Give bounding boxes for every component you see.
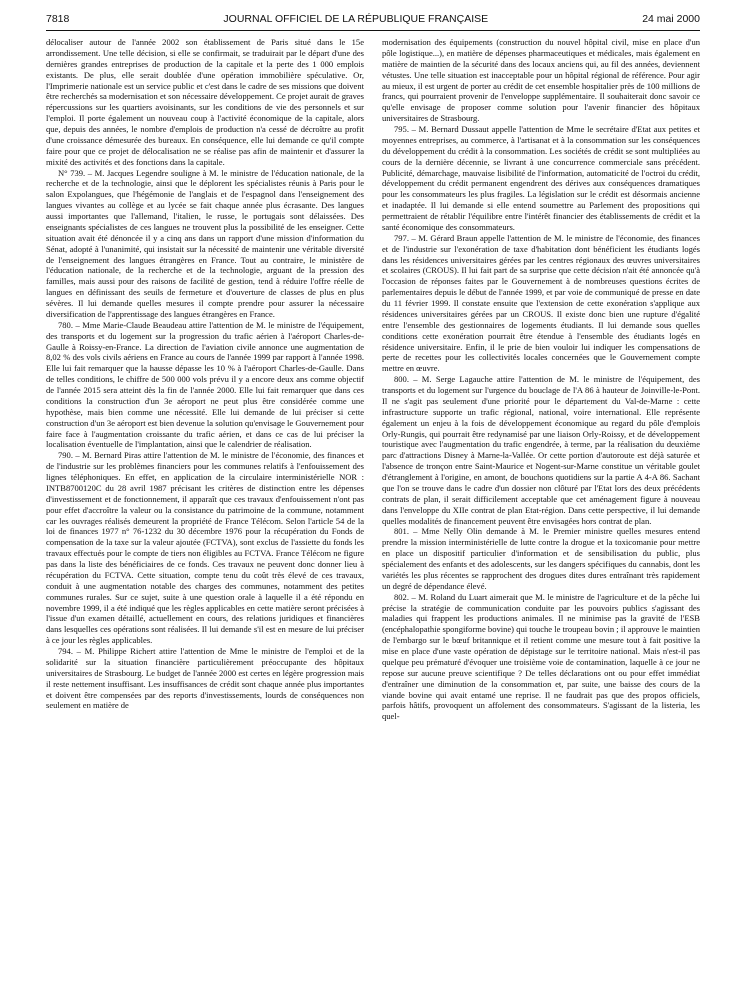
- question-802: 802. – M. Roland du Luart aimerait que M. le ministre de l'agriculture et de la pêche lui précise la stratégie de communication conduite par les pouvoirs publics s'agissant des maladies qui frappent les productions animales. Il ne minimise pas la gravité de l'ESB (encéphalopathie spongiforme bovine) qui touche le troupeau bovin ; il approuve le maintien de l'embargo sur le bœuf britannique et il retient comme une mesure tout à fait positive la mise en place d'une vaste opération de dépistage sur le territoire national. Mais n'est-il pas quelque peu prématuré d'évoquer une troisième voie de contamination, laquelle à ce jour ne repose sur aucune preuve scientifique ? De telles déclarations ont ou pour effet immédiat d'entraîner une diminution de la consommation et, par suite, une baisse des cours de la viande bovine qui avait entamé une reprise. Il ne faudrait pas que des propos officiels, parfois hâtifs, provoquent un affolement des consommateurs. S'agissant de la listeria, les quel-: [382, 591, 700, 722]
- page-number: 7818: [46, 13, 70, 25]
- journal-title: JOURNAL OFFICIEL DE LA RÉPUBLIQUE FRANÇAISE: [223, 13, 489, 25]
- question-794: 794. – M. Philippe Richert attire l'attention de Mme le ministre de l'emploi et de la solidarité sur la situation financière particulièrement préoccupante des hôpitaux universitaires de Strasbourg. Le budget de l'année 2000 est certes en légère progression mais il reste nettement insuffisant. Les insuffisances de crédit sont chaque année plus importantes et doivent être compensées par des reports d'investissements, lourds de conséquences non seulement en matière de: [46, 646, 364, 711]
- right-column: [382, 37, 700, 981]
- question-790: 790. – M. Bernard Piras attire l'attention de M. le ministre de l'économie, des finances et de l'industrie sur les problèmes financiers pour les communes relatifs à l'enfouissement des lignes téléphoniques. En effet, en application de la circulaire interministérielle NOR : INTB8700120C du 28 avril 1987 précisant les critères de distinction entre les dépenses d'investissement et de fonctionnement, il apparaît que ces travaux d'enfouissement n'ont pas pour effet d'accroître la valeur ou la consistance du patrimoine de la commune, notamment car les ouvrages réalisés demeurent la propriété de France Télécom. Selon l'article 54 de la loi de finances 1977 n° 76-1232 du 30 décembre 1976 pour la récupération du Fonds de compensation de la taxe sur la valeur ajoutée (FCTVA), sont exclus de l'assiette du fonds les travaux effectués pour le compte de tiers non éligibles au FCTVA. France Télécom ne figure pas dans la liste des bénéficiaires de ce fonds. Ces travaux ne peuvent donc donner lieu à récupération du FCTVA. Cette situation, compte tenu du coût très élevé de ces travaux, conduit à une augmentation notable des charges des communes, notamment des petites communes rurales. Sur ce sujet, suite à une question orale à laquelle il a été répondu en novembre 1999, il a été indiqué que les règles applicables en cette matière seront précisées à l'issue d'un examen détaillé, actuellement en cours, des relations juridiques et financières dans lesquelles ces opérations sont réalisées. Il lui demande s'il est en mesure de lui préciser à ce jour les règles applicables.: [46, 450, 364, 646]
- question-739: N° 739. – M. Jacques Legendre souligne à M. le ministre de l'éducation nationale, de la recherche et de la technologie, ainsi que le déplorent les spécialistes réunis à Paris pour le salon Expolangues, que l'hégémonie de l'anglais et de l'espagnol dans l'enseignement des langues vivantes au collège et au lycée se fait chaque année plus écrasante. Des langues aussi importantes que l'allemand, l'italien, le russe, le portugais sont délaissées. Des enseignants spécialistes de ces langues ne trouvent plus la possibilité de les enseigner. Cette situation avait été dénoncée il y a cinq ans dans un rapport d'une mission d'information du Sénat, adopté à l'unanimité, qui insistait sur la nécessité de maintenir une véritable diversité de l'enseignement des langues étrangères en France. Tout au contraire, le ministère de l'éducation nationale, de la recherche et de la technologie, arguant de la pression des familles, mais aussi pour des raisons de facilité de gestion, tend à réduire l'offre réelle de langues en définissant des seuils de fermeture et d'ouverture de classes de plus en plus sévères. Il lui demande quelles mesures il compte prendre pour assurer la nécessaire diversification de l'apprentissage des langues étrangères en France.: [46, 167, 364, 319]
- paragraph-continuation: délocaliser autour de l'année 2002 son établissement de Paris situé dans le 15e arrondissement. Une telle décision, si elle se confirmait, se traduirait par le départ d'une des dernières grandes entreprises de production de la capitale et la perte des 1 000 emplois existants. De plus, elle serait doublée d'une opération immobilière spéculative. Or, l'Imprimerie nationale est un service public et c'est dans le cadre de ses missions que doivent être recherchés sa modernisation et son nécessaire développement. Ce projet aurait de graves répercussions sur les quartiers avoisinants, sur les conditions de vie des personnels et sur l'emploi. Il porte également un nouveau coup à l'activité économique de la capitale, alors que, depuis des années, le nombre d'emplois de production n'a cessé de décroître au profit d'une croissance démesurée des bureaux. En conséquence, elle lui demande ce qu'il compte faire pour que ce projet de délocalisation ne se réalise pas afin de maintenir et d'assurer la mixité des activités et des fonctions dans la capitale.: [46, 37, 364, 167]
- question-795: 795. – M. Bernard Dussaut appelle l'attention de Mme le secrétaire d'Etat aux petites et moyennes entreprises, au commerce, à l'artisanat et à la consommation sur les conséquences du développement du crédit à la consommation. Les sociétés de crédit se sont multipliées au cours de la dernière décennie, se livrant à une concurrence commerciale sans précédent. Publicité, démarchage, mauvaise lisibilité de l'information, automaticité de l'octroi du crédit, développement du crédit permanent engendrent des dérives aux conséquences dramatiques pour les consommateurs les plus fragiles. La législation sur le crédit est désormais ancienne et inadaptée. Il lui demande si elle entend soumettre au Parlement des propositions qui permettraient de rétablir l'équilibre entre l'intérêt financier des établissements de crédit et la santé économique des consommateurs.: [382, 124, 700, 232]
- left-column: [46, 37, 364, 981]
- question-800: 800. – M. Serge Lagauche attire l'attention de M. le ministre de l'équipement, des transports et du logement sur l'urgence du bouclage de l'A 86 à hauteur de Joinville-le-Pont. Il ne s'agit pas seulement d'une priorité pour le département du Val-de-Marne : cette infrastructure supporte un trafic régional, national, voire international. Elle représente également un enjeu à la fois de développement économique au regard du pôle d'emplois Orly-Rungis, qui pourrait être redynamisé par une liaison Orly-Roissy, et de développement touristique avec l'augmentation du trafic engendrée, à terme, par la réalisation du deuxième parc d'attractions Disney à Marne-la-Vallée. Or cette portion d'autoroute est déjà saturée et l'absence de tronçon entre Saint-Maurice et Nogent-sur-Marne constitue un véritable goulet d'étranglement à l'origine, en amont, de bouchons quotidiens sur la partie A 4-A 86. Sachant que l'on se trouve dans le cadre d'un dossier non clôturé par l'Etat lors des deux précédents contrats de plan, il serait difficilement acceptable que cet aménagement figure à nouveau dans l'enveloppe du XIIe contrat de plan Etat-région. Dans cette perspective, il lui demande quelles modalités de financement peuvent être envisagées hors contrat de plan.: [382, 374, 700, 526]
- question-801: 801. – Mme Nelly Olin demande à M. le Premier ministre quelles mesures entend prendre la mission interministérielle de lutte contre la drogue et la toxicomanie pour mettre en place un dispositif particulier d'information et de sensibilisation du public, plus spécialement des enfants et des adolescents, sur les dangers spécifiques du cannabis, dont les variétés les plus récentes se rapprochent des drogues dites dures entraînant très rapidement un degré de dépendance élevé.: [382, 526, 700, 591]
- issue-date: 24 mai 2000: [642, 13, 700, 25]
- question-797: 797. – M. Gérard Braun appelle l'attention de M. le ministre de l'économie, des finances et de l'industrie sur l'exonération de taxe d'habitation dont bénéficient les étudiants logés dans les résidences universitaires gérées par les centres régionaux des œuvres universitaires et scolaires (CROUS). Il lui fait part de sa surprise que cette décision n'ait été annoncée qu'à l'occasion de réponses faites par le Gouvernement à de nombreuses questions écrites de parlementaires depuis le début de l'année 1999, et par voie de communiqué de presse en date du 11 février 1999. Il constate ensuite que l'extension de cette exonération s'applique aux résidences universitaires gérées par un CROUS. Il existe donc bien une rupture d'égalité entre l'ensemble des gestionnaires de logements étudiants. Il lui demande sous quelles conditions cette exonération pourrait être étendue à l'ensemble des étudiants logés en résidence universitaire. Enfin, il le prie de bien vouloir lui indiquer les compensations de perte de recettes pour les collectivités locales concernées que le Gouvernement compte mettre en œuvre.: [382, 232, 700, 374]
- question-780: 780. – Mme Marie-Claude Beaudeau attire l'attention de M. le ministre de l'équipement, des transports et du logement sur la progression du trafic aérien à l'aéroport Charles-de-Gaulle à Roissy-en-France. La direction de l'aviation civile annonce une augmentation de 8,02 % des vols civils aériens en France au cours de l'année 1999 par rapport à l'année 1998. Elle lui fait remarquer que la hausse dépasse les 10 % à l'aéroport Charles-de-Gaulle. Dans de telles conditions, le chiffre de 500 000 vols prévu il y a encore deux ans comme objectif de l'année 2015 sera atteint dès la fin de l'année 2000. Elle lui fait remarquer que dans ces conditions la construction d'un 3e aéroport ne peut plus être considérée comme une hypothèse, mais bien comme une nécessité. Elle lui demande de lui préciser si cette construction d'un 3e aéroport est bien devenue la solution qu'envisage le Gouvernement pour faire face à l'augmentation croissante du trafic aérien, et dans ce cas de lui préciser la localisation éventuelle de l'implantation, ainsi que le calendrier de réalisation.: [46, 319, 364, 450]
- text-columns: [46, 37, 700, 981]
- header-rule: [46, 30, 700, 31]
- paragraph-794-continued: modernisation des équipements (construction du nouvel hôpital civil, mise en place d'un pôle logistique...), en matière de dépenses pharmaceutiques et médicales, mais également en matière de maintien de la sécurité dans des locaux anciens qui, au fil des années, deviennent vétustes. Une telle situation est inacceptable pour un hôpital régional de référence. Pour agir au mieux, il est urgent de porter au crédit de cet ensemble hospitalier près de 100 millions de francs, qui pourraient provenir de l'enveloppe supplémentaire. Il souhaiterait donc savoir ce qu'elle envisage de proposer comme solution pour l'avenir financier des hôpitaux universitaires de Strasbourg.: [382, 37, 700, 124]
- page-header: [46, 13, 700, 29]
